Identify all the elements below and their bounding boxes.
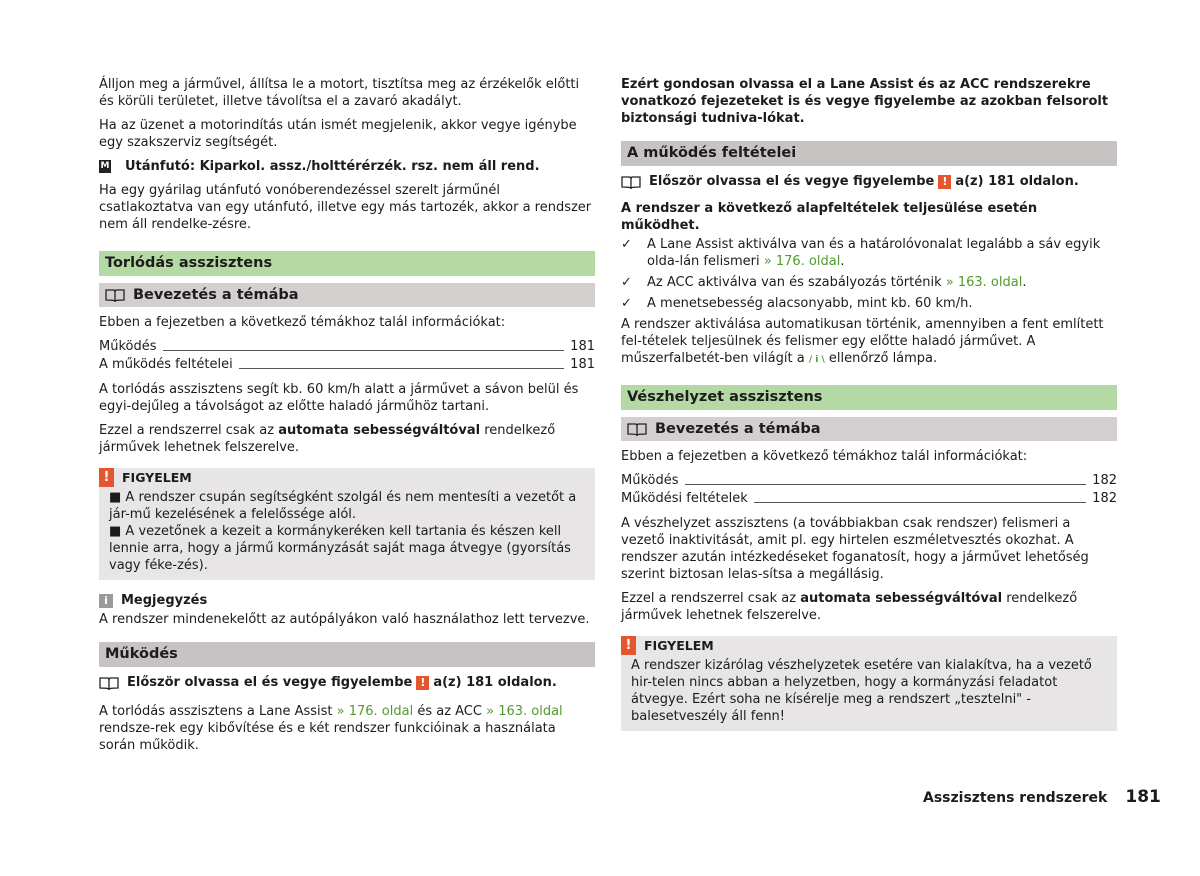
info-icon: i <box>99 594 113 608</box>
warning-icon: ! <box>416 676 429 690</box>
read-first-line <box>99 674 595 691</box>
toc-leader <box>685 484 1087 485</box>
message-text: Utánfutó: Kiparkol. assz./holttérérzék. rsz. nem áll rend. <box>125 159 540 174</box>
page-link[interactable]: » 176. oldal <box>336 704 414 719</box>
warning-body: A rendszer kizárólag vészhelyzetek esetére van kialakítva, ha a vezető hir-telen nincs abban a helyzetben, hogy a kormányzási feladatot átvegye. Ezért soha ne kísérelje meg a rendszert „tesztelni" - balesetveszély áll fenn! <box>631 658 1092 724</box>
paragraph: Ebben a fejezetben a következő témákhoz talál információkat: <box>621 449 1028 464</box>
book-icon <box>627 422 649 436</box>
page-link[interactable]: » 176. oldal <box>763 254 841 269</box>
toc <box>99 338 595 373</box>
warning-body <box>99 487 595 574</box>
toc-label: Működés <box>99 339 157 354</box>
warning-header <box>621 636 1117 655</box>
toc-leader <box>754 502 1086 503</box>
toc-leader <box>163 350 565 351</box>
warning-item: ■ A rendszer csupán segítségként szolgál és nem mentesíti a vezetőt a jár-mű kezelésének a felelőssége alól. <box>109 490 577 522</box>
warning-header <box>99 468 595 487</box>
condition-list <box>621 236 1117 312</box>
subsection-label: Bevezetés a témába <box>655 421 821 437</box>
warning-icon: ! <box>621 636 636 655</box>
section-title: Vészhelyzet asszisztens <box>621 385 1117 410</box>
toc-page: 181 <box>570 357 595 372</box>
read-first-ref[interactable]: a(z) 181 oldalon. <box>955 174 1079 189</box>
warning-item: ■ A vezetőnek a kezeit a kormánykeréken kell tartania és készen kell lennie arra, hogy a jármű kormányzását saját maga átvegye (gyorsítás vagy féke-zés). <box>109 524 571 573</box>
page-footer <box>923 787 1161 807</box>
paragraph: A torlódás asszisztens a Lane Assist » 176. oldal és az ACC » 163. oldal rendsze-rek egy kibővítése és e két rendszer funkcióinak a használata során működik. <box>99 704 563 753</box>
paragraph: A torlódás asszisztens segít kb. 60 km/h alatt a járművet a sávon belül és egyi-dejűleg a távolságot az előtte haladó járműhöz tartani. <box>99 382 579 414</box>
toc-page: 182 <box>1092 491 1117 506</box>
subsection-title <box>99 283 595 307</box>
chapter-title: Asszisztens rendszerek <box>923 790 1108 806</box>
toc-entry[interactable] <box>621 490 1117 507</box>
page-link[interactable]: » 163. oldal <box>945 275 1023 290</box>
read-first-text: Először olvassa el és vegye figyelembe <box>127 675 413 690</box>
toc-label: Működés <box>621 473 679 488</box>
paragraph: Ha az üzenet a motorindítás után ismét megjelenik, akkor vegye igénybe egy szakszerviz segítségét. <box>99 118 577 150</box>
section-title: Működés <box>99 642 595 667</box>
toc-page: 182 <box>1092 473 1117 488</box>
paragraph: Ezzel a rendszerrel csak az automata sebességváltóval rendelkező járművek lehetnek felszerelve. <box>621 591 1078 623</box>
paragraph: A vészhelyzet asszisztens (a továbbiakban csak rendszer) felismeri a vezető inaktivitását, amit pl. egy hirtelen eszméletvesztés okozhat. A rendszer azután intézkedéseket foganatosít, hogy a járművet lehetőség szerint biztosan lelas-sítsa a megállásig. <box>621 516 1089 582</box>
tag-icon: M <box>100 161 110 171</box>
book-icon <box>621 175 643 189</box>
read-first-line <box>621 173 1117 190</box>
paragraph: Ezzel a rendszerrel csak az automata sebességváltóval rendelkező járművek lehetnek felszerelve. <box>99 423 556 455</box>
page-number: 181 <box>1125 787 1161 807</box>
message-line <box>99 158 595 175</box>
toc-label: Működési feltételek <box>621 491 748 506</box>
warning-box <box>621 636 1117 731</box>
paragraph: Ezért gondosan olvassa el a Lane Assist és az ACC rendszerekre vonatkozó fejezeteket is és vegye figyelembe az azokban felsorolt biztonsági tudniva-lókat. <box>621 77 1109 126</box>
check-icon: ✓ <box>621 275 632 290</box>
read-first-text: Először olvassa el és vegye figyelembe <box>649 174 935 189</box>
list-item: ✓ A menetsebesség alacsonyabb, mint kb. 60 km/h. <box>621 296 973 311</box>
toc-label: A működés feltételei <box>99 357 233 372</box>
list-item: ✓ A Lane Assist aktiválva van és a határolóvonalat legalább a sáv egyik olda-lán felismeri » 176. oldal. <box>621 237 1101 269</box>
note-header <box>99 592 595 609</box>
warning-label: FIGYELEM <box>122 470 192 485</box>
toc-entry[interactable] <box>621 472 1117 489</box>
paragraph: Álljon meg a járművel, állítsa le a motort, tisztítsa meg az érzékelők előtti és körüli területet, illetve távolítsa el a zavaró akadályt. <box>99 77 580 109</box>
right-column <box>621 76 1117 743</box>
page-link[interactable]: » 163. oldal <box>486 704 563 719</box>
section-title: Torlódás asszisztens <box>99 251 595 276</box>
subsection-label: Bevezetés a témába <box>133 287 299 303</box>
read-first-ref[interactable]: a(z) 181 oldalon. <box>433 675 557 690</box>
toc-leader <box>239 368 564 369</box>
note-label: Megjegyzés <box>121 593 208 608</box>
book-icon <box>105 288 127 302</box>
lane-assist-icon: / i \ <box>808 355 825 365</box>
toc-entry[interactable] <box>99 338 595 355</box>
list-item: ✓ Az ACC aktiválva van és szabályozás történik » 163. oldal. <box>621 275 1027 290</box>
left-column <box>99 76 595 761</box>
toc-entry[interactable] <box>99 356 595 373</box>
paragraph: Ebben a fejezetben a következő témákhoz talál információkat: <box>99 315 506 330</box>
warning-icon: ! <box>938 175 951 189</box>
warning-icon: ! <box>99 468 114 487</box>
paragraph: Ha egy gyárilag utánfutó vonóberendezéssel szerelt járműnél csatlakoztatva van egy utánfutó, illetve egy más tartozék, akkor a rendszer nem áll rendelke-zésre. <box>99 183 592 232</box>
check-icon: ✓ <box>621 296 632 311</box>
section-title: A működés feltételei <box>621 141 1117 166</box>
check-icon: ✓ <box>621 237 632 252</box>
note-text: A rendszer mindenekelőtt az autópályákon való használathoz lett tervezve. <box>99 612 590 627</box>
paragraph: A rendszer a következő alapfeltételek teljesülése esetén működhet. <box>621 201 1038 233</box>
toc-page: 181 <box>570 339 595 354</box>
paragraph: A rendszer aktiválása automatikusan történik, amennyiben a fent említett fel-tételek teljesülnek és felismer egy előtte haladó járművet. A műszerfalbetét-ben világít a / i \ ellenőrző lámpa. <box>621 317 1104 366</box>
book-icon <box>99 676 121 690</box>
subsection-title <box>621 417 1117 441</box>
warning-label: FIGYELEM <box>644 638 714 653</box>
toc <box>621 472 1117 507</box>
warning-box <box>99 468 595 580</box>
